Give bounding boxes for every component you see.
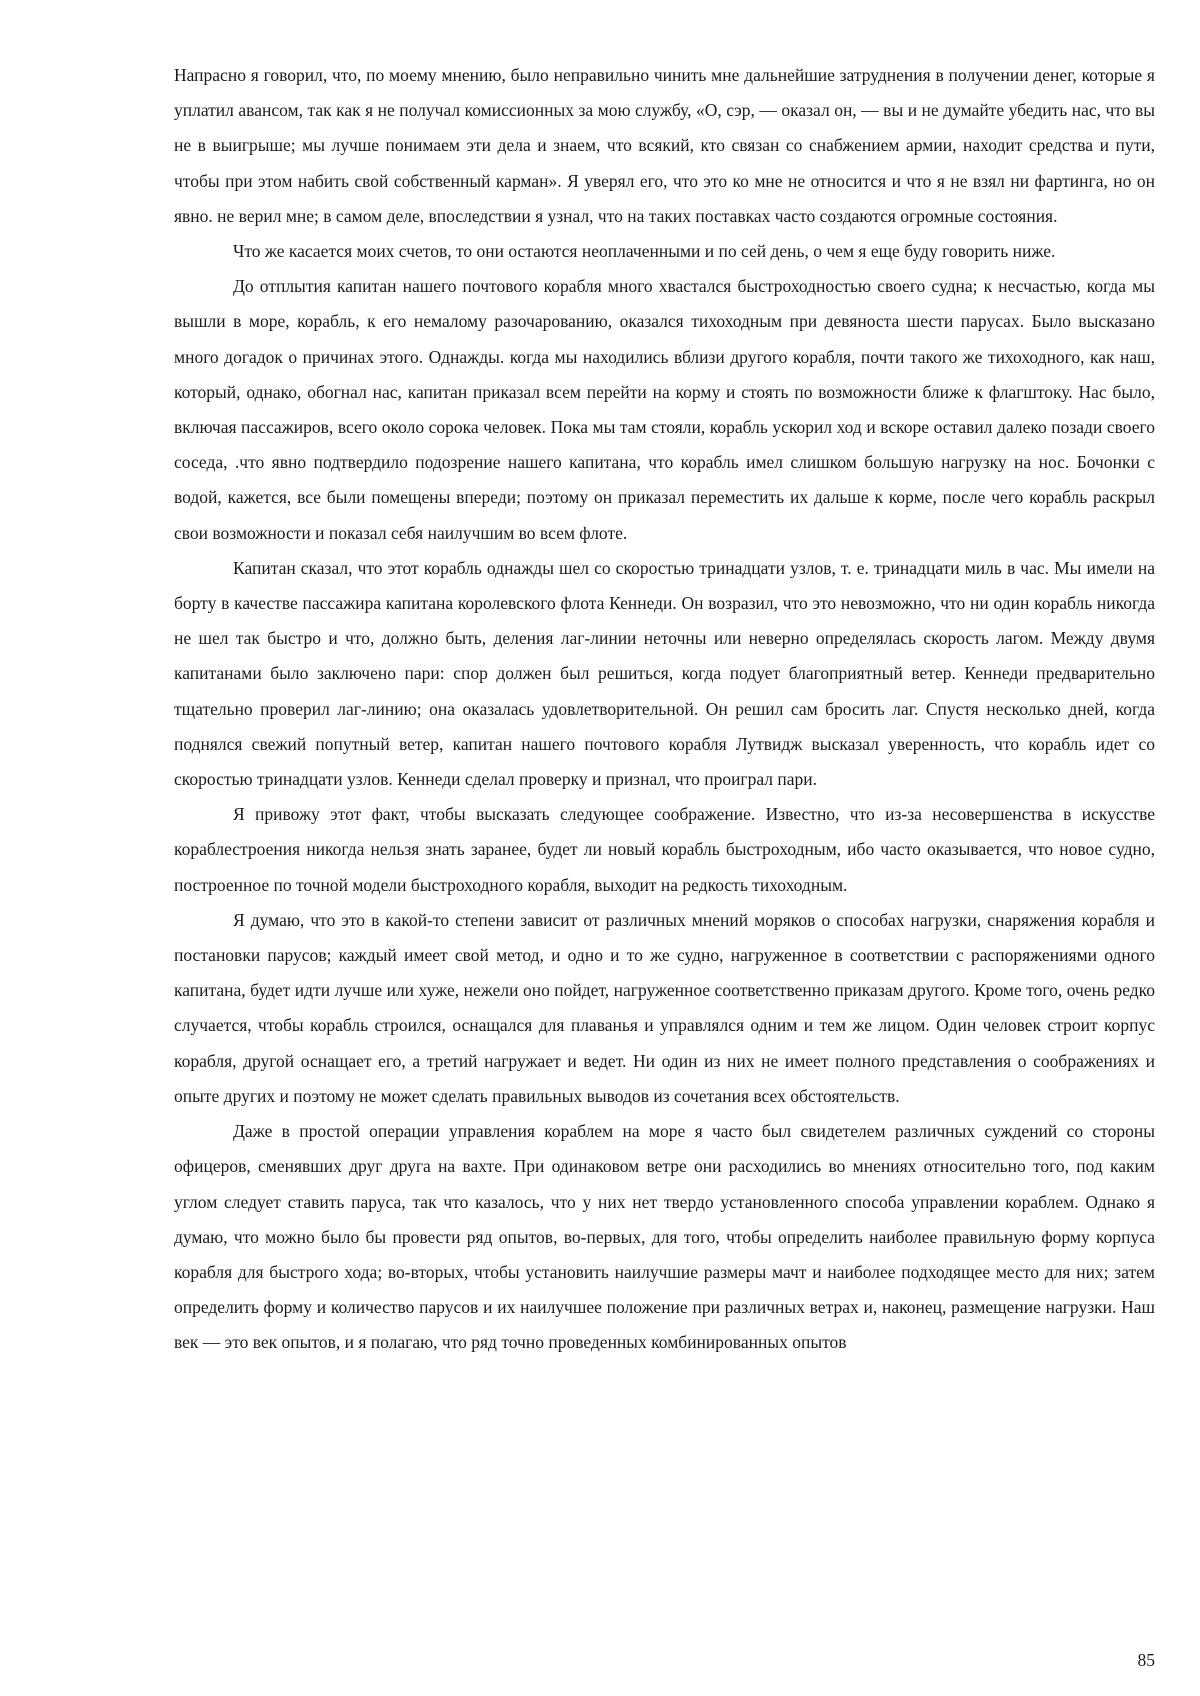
page-body — [174, 58, 1155, 1361]
paragraph-7: Даже в простой операции управления кораблем на море я часто был свидетелем различных суждений со стороны офицеров, сменявших друг друга на вахте. При одинаковом ветре они расходились во мнениях относительно того, под каким углом следует ставить паруса, так что казалось, что у них нет твердо установленного способа управлении кораблем. Однако я думаю, что можно было бы провести ряд опытов, во-первых, для того, чтобы определить наиболее правильную форму корпуса корабля для быстрого хода; во-вторых, чтобы установить наилучшие размеры мачт и наиболее подходящее место для них; затем определить форму и количество парусов и их наилучшее положение при различных ветрах и, наконец, размещение нагрузки. Наш век — это век опытов, и я полагаю, что ряд точно проведенных комбинированных опытов — [174, 1121, 1155, 1353]
paragraph-2: Что же касается моих счетов, то они остаются неоплаченными и по сей день, о чем я еще буду говорить ниже. — [233, 241, 1056, 262]
paragraph-1: Напрасно я говорил, что, по моему мнению, было неправильно чинить мне дальнейшие затруднения в получении денег, которые я уплатил авансом, так как я не получал комиссионных за мою службу, «О, сэр, — оказал он, — вы и не думайте убедить нас, что вы не в выигрыше; мы лучше понимаем эти дела и знаем, что всякий, кто связан со снабжением армии, находит средства и пути, чтобы при этом набить свой собственный карман». Я уверял его, что это ко мне не относится и что я не взял ни фартинга, но он явно. не верил мне; в самом деле, впоследствии я узнал, что на таких поставках часто создаются огромные состояния. — [174, 65, 1155, 226]
paragraph-5: Я привожу этот факт, чтобы высказать следующее соображение. Известно, что из-за несовершенства в искусстве кораблестроения никогда нельзя знать заранее, будет ли новый корабль быстроходным, ибо часто оказывается, что новое судно, построенное по точной модели быстроходного корабля, выходит на редкость тихоходным. — [174, 804, 1155, 895]
page-number: 85 — [1137, 1650, 1155, 1670]
paragraph-4: Капитан сказал, что этот корабль однажды шел со скоростью тринадцати узлов, т. е. тринадцати миль в час. Мы имели на борту в качестве пассажира капитана королевского флота Кеннеди. Он возразил, что это невозможно, что ни один корабль никогда не шел так быстро и что, должно быть, деления лаг-линии неточны или неверно определялась скорость лагом. Между двумя капитанами было заключено пари: спор должен был решиться, когда подует благоприятный ветер. Кеннеди предварительно тщательно проверил лаг-линию; она оказалась удовлетворительной. Он решил сам бросить лаг. Спустя несколько дней, когда поднялся свежий попутный ветер, капитан нашего почтового корабля Лутвидж высказал уверенность, что корабль идет со скоростью тринадцати узлов. Кеннеди сделал проверку и признал, что проиграл пари. — [174, 557, 1155, 790]
paragraph-3: До отплытия капитан нашего почтового корабля много хвастался быстроходностью своего судна; к несчастью, когда мы вышли в море, корабль, к его немалому разочарованию, оказался тихоходным при девяноста шести парусах. Было высказано много догадок о причинах этого. Однажды. когда мы находились вблизи другого корабля, почти такого же тихоходного, как наш, который, однако, обогнал нас, капитан приказал всем перейти на корму и стоять по возможности ближе к флагштоку. Нас было, включая пассажиров, всего около сорока человек. Пока мы там стояли, корабль ускорил ход и вскоре оставил далеко позади своего соседа, .что явно подтвердило подозрение нашего капитана, что корабль имел слишком большую нагрузку на нос. Бочонки с водой, кажется, все были помещены впереди; поэтому он приказал переместить их дальше к корме, после чего корабль раскрыл свои возможности и показал себя наилучшим во всем флоте. — [174, 276, 1155, 543]
paragraph-6: Я думаю, что это в какой-то степени зависит от различных мнений моряков о способах нагрузки, снаряжения корабля и постановки парусов; каждый имеет свой метод, и одно и то же судно, нагруженное в соответствии с распоряжениями одного капитана, будет идти лучше или хуже, нежели оно пойдет, нагруженное соответственно приказам другого. Кроме того, очень редко случается, чтобы корабль строился, оснащался для плаванья и управлялся одним и тем же лицом. Один человек строит корпус корабля, другой оснащает его, а третий нагружает и ведет. Ни один из них не имеет полного представления о соображениях и опыте других и поэтому не может сделать правильных выводов из сочетания всех обстоятельств. — [174, 909, 1155, 1106]
